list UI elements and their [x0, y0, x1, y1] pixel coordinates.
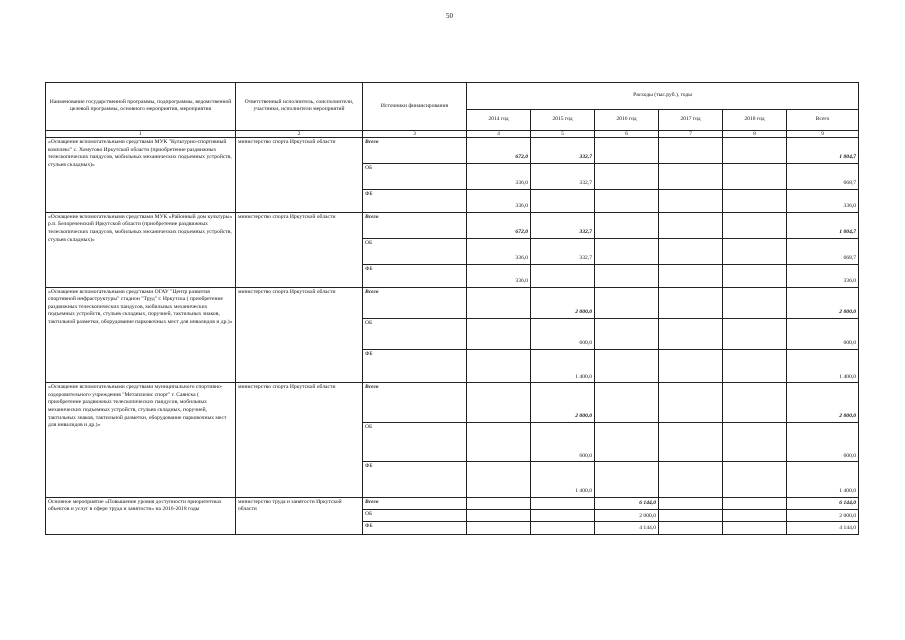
measure-name: «Оснащение вспомогательными средствами МУК «Районный дом культуры» р.п. Белореченский Иркутской области (приобретение раздвижных телескопических пандусов, мобильных механических подъемных устройств, стульев складных)»: [46, 212, 236, 287]
table-row: [46, 212, 859, 238]
measure-name: «Оснащение вспомогательными средствами ОГАУ "Центр развития спортивной инфраструктуры" стадион "Труд" г. Иркутска ( приобретение раздвижных телескопических пандусов, мобильных механических подъемных устройств, стульев складных, поручней, тактильных знаков, тактильной разметки, оборудование парковочных мест для инвалидов и др.)»: [46, 287, 236, 383]
funding-source: Всего: [363, 212, 467, 238]
col-number: 8: [723, 130, 787, 137]
header-name: Наименование государственной программы, подпрограммы, ведомственной целевой программы, основного мероприятия, мероприятия: [46, 83, 236, 131]
year-value: [659, 422, 723, 461]
year-value: [723, 318, 787, 349]
year-value: 332,7: [531, 212, 595, 238]
year-value: 672,0: [467, 138, 531, 164]
total-value: 668,7: [787, 238, 859, 264]
total-value: 2 000,0: [787, 383, 859, 422]
page-number: 50: [446, 12, 453, 20]
year-value: [467, 287, 531, 318]
funding-source: ФБ: [363, 190, 467, 213]
year-value: [531, 190, 595, 213]
year-value: [659, 462, 723, 497]
year-value: [595, 318, 659, 349]
year-value: 600,0: [531, 318, 595, 349]
year-value: [467, 422, 531, 461]
year-value: [531, 264, 595, 287]
year-value: [659, 510, 723, 522]
col-number: 4: [467, 130, 531, 137]
col-number: 3: [363, 130, 467, 137]
year-value: [723, 264, 787, 287]
header-responsible: Ответственный исполнитель, соисполнители, участники, исполнители мероприятий: [236, 83, 363, 131]
year-value: [595, 462, 659, 497]
total-value: 1 004,7: [787, 212, 859, 238]
measure-name: «Оснащение вспомогательными средствами муниципального спортивно-оздоровительного учреждения "Метаплизис спорт" г. Саянска ( приобретение раздвижных телескопических пандусов, мобильных механических подъемных устройств, стульев складных, поручней, тактильных знаков, тактильной разметки, оборудование парковочных мест для инвалидов и др.)»: [46, 383, 236, 497]
funding-source: ФБ: [363, 522, 467, 535]
year-value: [723, 522, 787, 535]
funding-source: Всего: [363, 138, 467, 164]
year-value: 2 000,0: [531, 287, 595, 318]
funding-source: ФБ: [363, 264, 467, 287]
total-value: 336,0: [787, 264, 859, 287]
year-value: [659, 497, 723, 509]
total-value: 600,0: [787, 318, 859, 349]
total-value: 1 004,7: [787, 138, 859, 164]
year-value: [595, 383, 659, 422]
year-value: 6 144,0: [595, 497, 659, 509]
year-value: [467, 510, 531, 522]
responsible-executor: министерство спорта Иркутской области: [236, 212, 363, 287]
year-value: 672,0: [467, 212, 531, 238]
expenses-table: [45, 82, 859, 535]
year-value: [659, 238, 723, 264]
year-value: [723, 422, 787, 461]
table-row: [46, 138, 859, 164]
year-value: [723, 212, 787, 238]
year-value: 332,7: [531, 238, 595, 264]
col-number: 9: [787, 130, 859, 137]
year-value: [723, 287, 787, 318]
header-year: 2017 год: [659, 110, 723, 131]
year-value: [595, 164, 659, 190]
year-value: [723, 190, 787, 213]
col-number: 7: [659, 130, 723, 137]
year-value: 2 000,0: [531, 383, 595, 422]
year-value: [467, 383, 531, 422]
total-value: 1 400,0: [787, 350, 859, 383]
funding-source: ОБ: [363, 164, 467, 190]
header-year: 2015 год: [531, 110, 595, 131]
year-value: [659, 383, 723, 422]
funding-source: ФБ: [363, 350, 467, 383]
funding-source: Всего: [363, 287, 467, 318]
header-year: 2014 год: [467, 110, 531, 131]
year-value: [659, 522, 723, 535]
year-value: [595, 212, 659, 238]
year-value: 336,0: [467, 264, 531, 287]
year-value: [531, 510, 595, 522]
year-value: [595, 350, 659, 383]
funding-source: ФБ: [363, 462, 467, 497]
total-value: 4 144,0: [787, 522, 859, 535]
year-value: 336,0: [467, 190, 531, 213]
responsible-executor: министерство спорта Иркутской области: [236, 383, 363, 497]
table-row: [46, 497, 859, 509]
year-value: [595, 238, 659, 264]
year-value: [659, 350, 723, 383]
year-value: 336,0: [467, 164, 531, 190]
table-row: [46, 287, 859, 318]
year-value: [723, 383, 787, 422]
measure-name: «Оснащение вспомогательными средствами МУК "Культурно-спортивный комплекс" с. Хомутово Иркутской области (приобретение раздвижных телескопических пандусов, мобильных механических подъемных устройств, стульев складных)»: [46, 138, 236, 213]
year-value: [595, 287, 659, 318]
year-value: [595, 264, 659, 287]
total-value: 2 000,0: [787, 510, 859, 522]
col-number: 1: [46, 130, 236, 137]
year-value: [659, 212, 723, 238]
year-value: [723, 462, 787, 497]
year-value: [659, 264, 723, 287]
funding-source: ОБ: [363, 422, 467, 461]
header-year: 2016 год: [595, 110, 659, 131]
funding-source: Всего: [363, 497, 467, 509]
header-total: Всего: [787, 110, 859, 131]
total-value: 6 144,0: [787, 497, 859, 509]
year-value: [467, 318, 531, 349]
year-value: [723, 497, 787, 509]
col-number: 5: [531, 130, 595, 137]
year-value: 1 400,0: [531, 462, 595, 497]
responsible-executor: министерство спорта Иркутской области: [236, 287, 363, 383]
col-number: 2: [236, 130, 363, 137]
year-value: [723, 350, 787, 383]
year-value: [467, 522, 531, 535]
year-value: 332,7: [531, 138, 595, 164]
year-value: 2 000,0: [595, 510, 659, 522]
year-value: [531, 522, 595, 535]
year-value: [595, 138, 659, 164]
year-value: 1 400,0: [531, 350, 595, 383]
total-value: 336,0: [787, 190, 859, 213]
funding-source: Всего: [363, 383, 467, 422]
year-value: [595, 190, 659, 213]
year-value: [659, 318, 723, 349]
year-value: [659, 287, 723, 318]
total-value: 2 000,0: [787, 287, 859, 318]
year-value: [467, 497, 531, 509]
year-value: [723, 238, 787, 264]
year-value: [531, 497, 595, 509]
year-value: [723, 510, 787, 522]
year-value: [723, 138, 787, 164]
year-value: [595, 422, 659, 461]
funding-source: ОБ: [363, 318, 467, 349]
responsible-executor: министерство труда и занятости Иркутской области: [236, 497, 363, 534]
year-value: [467, 350, 531, 383]
year-value: 600,0: [531, 422, 595, 461]
year-value: 332,7: [531, 164, 595, 190]
funding-source: ОБ: [363, 510, 467, 522]
table-row: [46, 383, 859, 422]
responsible-executor: министерство спорта Иркутской области: [236, 138, 363, 213]
year-value: [723, 164, 787, 190]
year-value: 336,0: [467, 238, 531, 264]
year-value: [659, 190, 723, 213]
year-value: [467, 462, 531, 497]
year-value: [659, 164, 723, 190]
year-value: 4 144,0: [595, 522, 659, 535]
funding-source: ОБ: [363, 238, 467, 264]
header-year: 2018 год: [723, 110, 787, 131]
total-value: 600,0: [787, 422, 859, 461]
total-value: 1 400,0: [787, 462, 859, 497]
year-value: [659, 138, 723, 164]
total-value: 668,7: [787, 164, 859, 190]
measure-name: Основное мероприятие «Повышение уровня доступности приоритетных объектов и услуг в сфере труда и занятости» на 2016-2018 годы: [46, 497, 236, 534]
header-sources: Источники финансирования: [363, 83, 467, 131]
col-number: 6: [595, 130, 659, 137]
header-expenses: Расходы (тыс.руб.), годы: [467, 83, 859, 110]
